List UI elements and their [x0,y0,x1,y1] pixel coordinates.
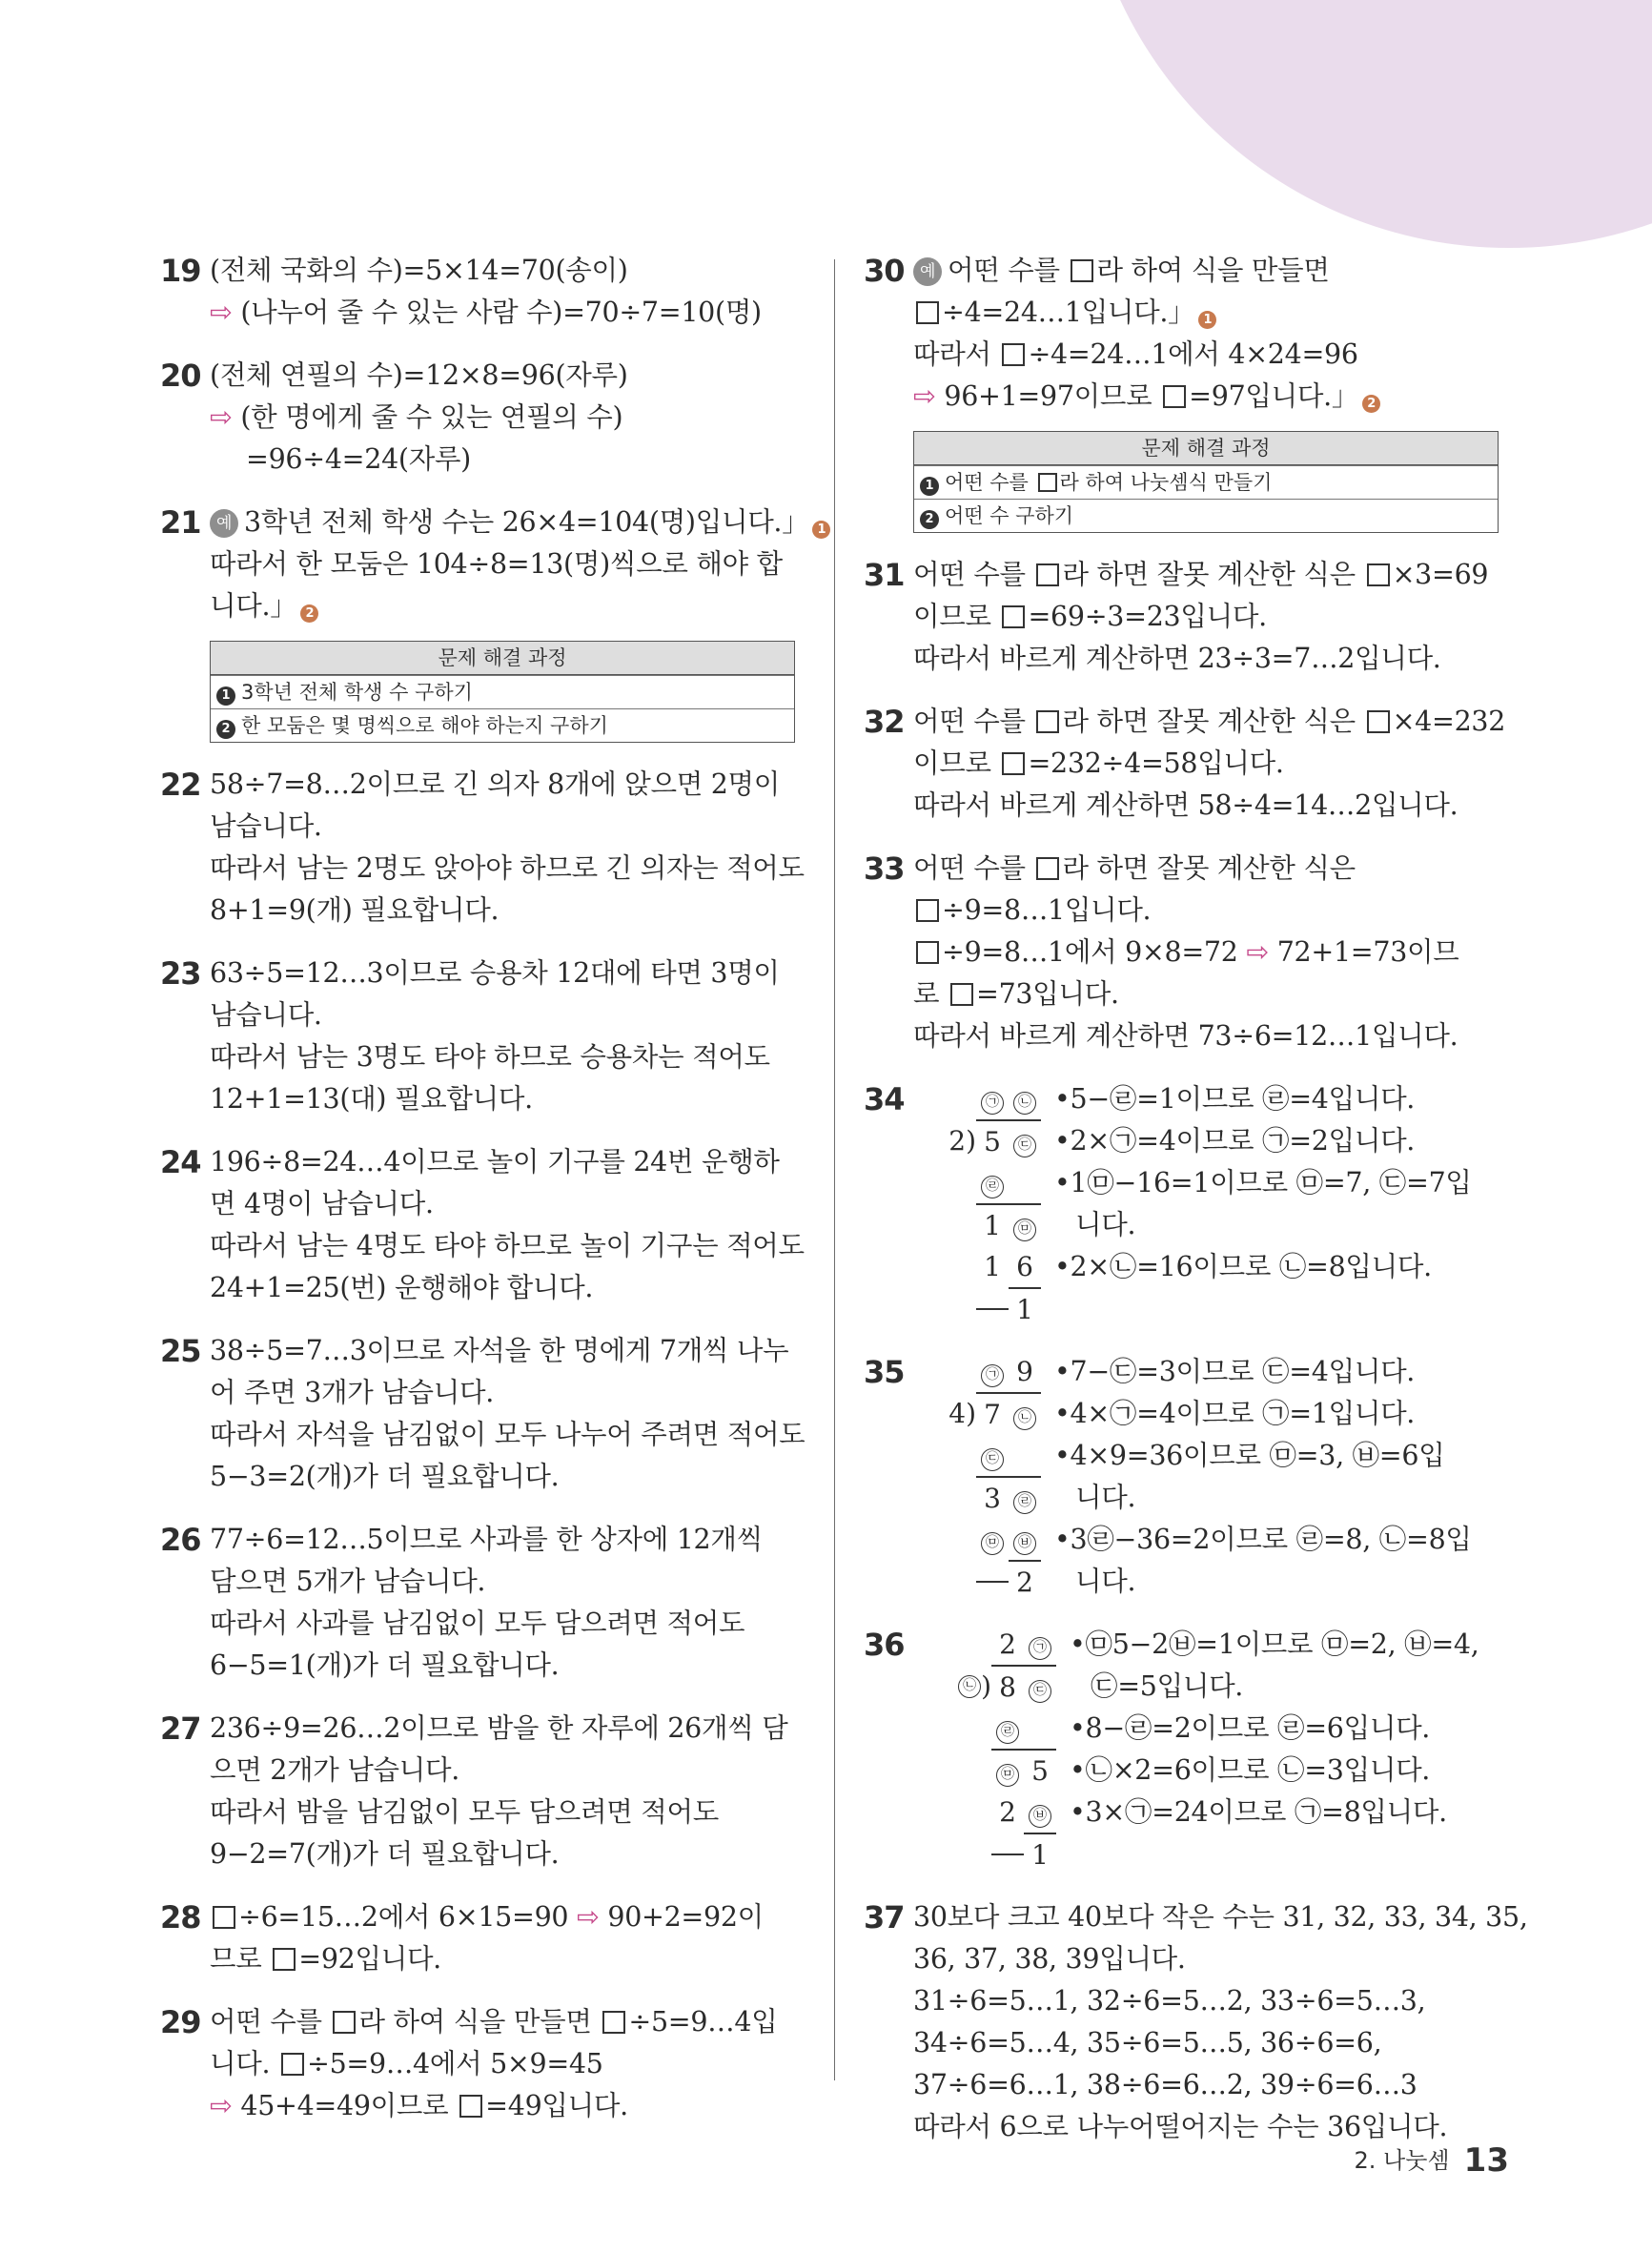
step-dot-1: 1 [920,477,939,496]
problem-35 [864,1351,1508,1603]
answer-line: 31÷6=5…1, 32÷6=5…2, 33÷6=5…3, [913,1985,1426,2017]
process-table-header: 문제 해결 과정 [211,642,794,675]
answer-line: 따라서 자석을 남김없이 모두 나누어 주려면 적어도 [210,1419,806,1450]
problem-number: 37 [864,1899,905,1936]
problem-number: 26 [160,1522,201,1558]
arrow-icon: ⇨ [210,297,233,328]
step-marker-1: 1 [812,521,830,539]
problem-36 [864,1624,1508,1875]
problem-21 [160,502,826,743]
answer-line: 236÷9=26…2이므로 밤을 한 자루에 26개씩 담 [210,1712,788,1744]
answer-line: 5−3=2(개)가 더 필요합니다. [210,1461,560,1492]
answer-line: 58÷7=8…2이므로 긴 의자 8개에 앉으면 2명이 [210,768,780,800]
column-divider [834,259,835,2080]
answer-line: 6−5=1(개)가 더 필요합니다. [210,1649,560,1681]
corner-decoration [1080,0,1652,248]
step-dot-2: 2 [920,510,939,529]
answer-line: (한 명에게 줄 수 있는 연필의 수) [240,401,623,433]
answer-line: 따라서 한 모둠은 104÷8=13(명)씩으로 해야 합 [210,548,783,580]
problem-34 [864,1078,1508,1330]
problem-number: 21 [160,504,201,541]
problem-32: 32 어떤 수를 라 하면 잘못 계산한 식은 ×4=232 이므로 =232÷4=58입니다. 따라서 바르게 계산하면 58÷4=14…2입니다. [864,701,1508,827]
long-division-35 [913,1351,1508,1603]
blank-box [1163,385,1186,408]
blank-box [602,2011,625,2034]
problem-number: 33 [864,850,905,887]
problem-19 [160,250,808,334]
left-column [160,250,826,2148]
blank-box [916,941,939,964]
problem-number: 20 [160,358,201,394]
answer-line: 따라서 바르게 계산하면 73÷6=12…1입니다. [913,1020,1458,1052]
answer-line: 196÷8=24…4이므로 놀이 기구를 24번 운행하 [210,1146,780,1178]
problem-25 [160,1330,808,1498]
problem-number: 35 [864,1354,905,1390]
blank-box [916,899,939,922]
blank-box [273,1948,296,1971]
problem-number: 31 [864,557,905,593]
answer-line: 따라서 남는 2명도 앉아야 하므로 긴 의자는 적어도 [210,852,805,884]
problem-33: 33 어떤 수를 라 하면 잘못 계산한 식은 ÷9=8…1입니다. ÷9=8…1에서 9×8=72 ⇨ 72+1=73이므 로 =73입니다. 따라서 바르게 계산하면 73÷6=12…1입니다. [864,848,1508,1057]
page-number: 13 [1463,2141,1509,2180]
answer-line: 8+1=9(개) 필요합니다. [210,894,500,926]
arrow-icon: ⇨ [913,380,936,412]
process-table-row: 1 3학년 전체 학생 수 구하기 [211,675,794,708]
answer-line: 따라서 바르게 계산하면 58÷4=14…2입니다. [913,789,1458,821]
problem-number: 36 [864,1627,905,1663]
answer-line: 30보다 크고 40보다 작은 수는 31, 32, 33, 34, 35, [913,1901,1528,1933]
answer-line: 24+1=25(번) 운행해야 합니다. [210,1272,594,1303]
division-grid: 2 ㉠ ㉡ ) 8 ㉢ ㉣ ㉤ 5 2 ㉥ 1 [913,1624,1056,1875]
problem-27 [160,1708,808,1875]
problem-number: 24 [160,1144,201,1180]
process-table-row: 1 어떤 수를 라 하여 나눗셈식 만들기 [914,465,1498,499]
answer-line: 남습니다. [210,810,322,842]
blank-box [1036,710,1059,733]
problem-31: 31 어떤 수를 라 하면 잘못 계산한 식은 ×3=69 이므로 =69÷3=23입니다. 따라서 바르게 계산하면 23÷3=7…2입니다. [864,554,1508,680]
answer-line: 9−2=7(개)가 더 필요합니다. [210,1838,560,1870]
answer-line: 면 4명이 남습니다. [210,1188,434,1219]
process-table-row: 2 어떤 수 구하기 [914,499,1498,532]
example-badge: 예 [913,257,942,286]
process-table [210,641,795,743]
problem-number: 32 [864,704,905,740]
blank-box [459,2095,482,2118]
division-grid: ㉠ 9 4 ) 7 ㉡ ㉢ 3 ㉣ ㉤ ㉥ 2 [913,1351,1041,1603]
answer-line: 남습니다. [210,999,322,1031]
problem-number: 23 [160,955,201,992]
problem-number: 25 [160,1333,201,1369]
long-division-36 [913,1624,1508,1875]
blank-box [333,2011,356,2034]
answer-line: 77÷6=12…5이므로 사과를 한 상자에 12개씩 [210,1524,763,1555]
blank-box [281,2053,304,2076]
answer-line: 38÷5=7…3이므로 자석을 한 명에게 7개씩 나누 [210,1335,789,1366]
process-table-header: 문제 해결 과정 [914,432,1498,465]
problem-number: 30 [864,253,905,289]
answer-line: 63÷5=12…3이므로 승용차 12대에 타면 3명이 [210,957,780,989]
blank-box [1002,752,1025,775]
answer-line: 37÷6=6…1, 38÷6=6…2, 39÷6=6…3 [913,2069,1417,2100]
answer-line: (전체 연필의 수)=12×8=96(자루) [210,359,628,391]
process-table-row: 2 한 모둠은 몇 명씩으로 해야 하는지 구하기 [211,708,794,742]
answer-line: 따라서 6으로 나누어떨어지는 수는 36입니다. [913,2111,1448,2142]
arrow-icon: ⇨ [1246,936,1269,968]
step-marker-2: 2 [300,604,318,623]
problem-number: 27 [160,1710,201,1747]
problem-26 [160,1519,808,1687]
answer-line: 따라서 바르게 계산하면 23÷3=7…2입니다. [913,643,1441,674]
answer-line: (나누어 줄 수 있는 사람 수)=70÷7=10(명) [240,297,762,328]
problem-28: 28 ÷6=15…2에서 6×15=90 ⇨ 90+2=92이 므로 =92입니다. [160,1896,808,1980]
arrow-icon: ⇨ [210,2090,233,2121]
answer-line: 따라서 사과를 남김없이 모두 담으려면 적어도 [210,1608,745,1639]
answer-line: 어 주면 3개가 남습니다. [210,1377,494,1408]
problem-20 [160,355,808,481]
division-notes: •㉤5−2㉥=1이므로 ㉤=2, ㉥=4, ㉢=5입니다. •8−㉣=2이므로 ㉣=6입니다. •㉡×2=6이므로 ㉡=3입니다. •3×㉠=24이므로 ㉠=8입니다. [1070,1628,1479,1828]
process-table [913,431,1499,533]
problem-number: 19 [160,253,201,289]
blank-box [1038,473,1057,492]
answer-line: 따라서 밤을 남김없이 모두 담으려면 적어도 [210,1796,719,1828]
answer-line: 3학년 전체 학생 수는 26×4=104(명)입니다.」 [244,506,809,538]
answer-line: 36, 37, 38, 39입니다. [913,1943,1186,1975]
answer-line: 따라서 남는 3명도 타야 하므로 승용차는 적어도 [210,1041,770,1073]
blank-box [1367,710,1390,733]
section-title: 2. 나눗셈 [1354,2147,1450,2174]
problem-30: 30 예 어떤 수를 라 하여 식을 만들면 ÷4=24…1입니다.」 1 따라서 ÷4=24…1에서 4×24=96 ⇨ 96+1=97이므로 =97입니다.」 2 문제 해결 과정 1 어떤 수를 라 하여 나눗셈식 만들기 2 어떤 수 구하기 [864,250,1508,533]
answer-line: 니다.」 [210,590,297,622]
problem-29: 29 어떤 수를 라 하여 식을 만들면 ÷5=9…4입 니다. ÷5=9…4에서 5×9=45 ⇨ 45+4=49이므로 =49입니다. [160,2001,808,2127]
blank-box [1002,605,1025,628]
problem-number: 29 [160,2004,201,2040]
division-grid: ㉠ ㉡ 2 ) 5 ㉢ ㉣ 1 ㉤ 1 6 1 [913,1078,1041,1330]
division-notes: •7−㉢=3이므로 ㉢=4입니다. •4×㉠=4이므로 ㉠=1입니다. •4×9=36이므로 ㉤=3, ㉥=6입 니다. •3㉣−36=2이므로 ㉣=8, ㉡=8입 니다. [1054,1356,1472,1597]
blank-box [213,1906,235,1929]
step-dot-2: 2 [216,720,235,739]
problem-number: 28 [160,1899,201,1936]
problem-24 [160,1141,808,1309]
answer-line: (전체 국화의 수)=5×14=70(송이) [210,255,628,286]
problem-22 [160,764,808,932]
step-dot-1: 1 [216,686,235,706]
division-notes: •5−㉣=1이므로 ㉣=4입니다. •2×㉠=4이므로 ㉠=2입니다. •1㉤−16=1이므로 ㉤=7, ㉢=7입 니다. •2×㉡=16이므로 ㉡=8입니다. [1054,1083,1472,1282]
answer-line: 따라서 남는 4명도 타야 하므로 놀이 기구는 적어도 [210,1230,805,1261]
blank-box [1036,563,1059,586]
problem-number: 34 [864,1081,905,1117]
answer-line: 34÷6=5…4, 35÷6=5…5, 36÷6=6, [913,2027,1382,2058]
arrow-icon: ⇨ [210,401,233,433]
step-marker-2: 2 [1362,395,1380,413]
blank-box [1071,259,1093,282]
blank-box [1002,343,1025,366]
right-column [864,250,1528,2169]
blank-box [1367,563,1390,586]
blank-box [950,983,973,1006]
blank-box [1036,857,1059,880]
answer-line: =96÷4=24(자루) [246,443,472,475]
blank-box [916,301,939,324]
problem-37 [864,1896,1528,2148]
arrow-icon: ⇨ [577,1901,600,1933]
problem-number: 22 [160,767,201,803]
example-badge: 예 [210,509,238,538]
page-footer [1354,2141,1509,2180]
problem-23 [160,952,808,1120]
long-division-34 [913,1078,1508,1330]
answer-line: 으면 2개가 남습니다. [210,1754,459,1786]
answer-line: 12+1=13(대) 필요합니다. [210,1083,533,1115]
step-marker-1: 1 [1198,311,1216,329]
answer-line: 담으면 5개가 남습니다. [210,1566,486,1597]
